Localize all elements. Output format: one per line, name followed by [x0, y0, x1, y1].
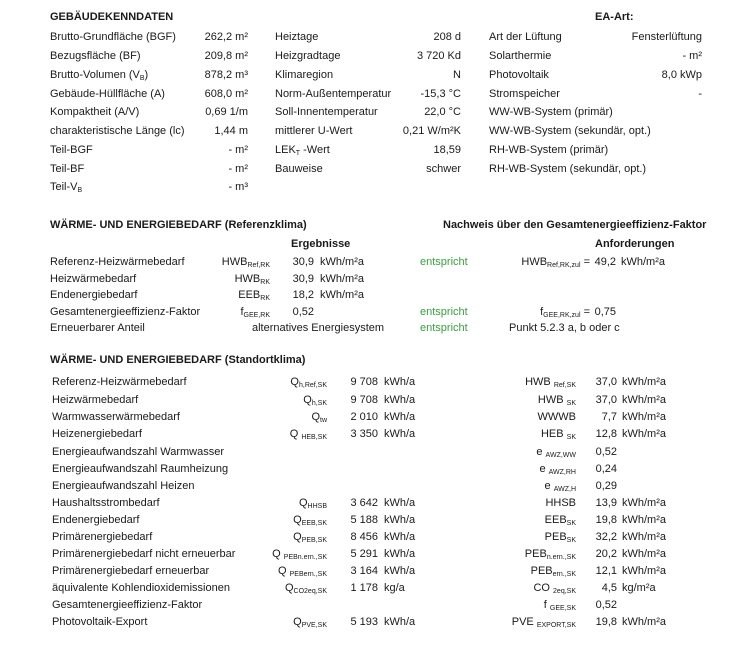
symbol: HHSB — [545, 497, 576, 509]
technik-label: WW-WB-System (sekundär, opt.) — [489, 125, 651, 137]
kenndaten-value: 608,0 m² — [204, 88, 248, 100]
referenz-row-unit: kWh/m²a — [320, 289, 364, 301]
symbol-subscript: HEB,SK — [301, 434, 327, 441]
specific-value: 0,29 — [595, 480, 617, 492]
ea-art-label: EA-Art: — [595, 11, 634, 23]
symbol-subscript: Ref,RK — [247, 262, 270, 269]
technik-label: Art der Lüftung — [489, 31, 562, 43]
specific-unit: kWh/m²a — [622, 514, 666, 526]
label-text: Soll-Innentemperatur — [275, 106, 378, 118]
symbol: HWB — [234, 273, 261, 285]
label-text: charakteristische Länge (lc) — [50, 125, 185, 137]
requirement-text: Punkt 5.2.3 a, b oder c — [509, 322, 620, 334]
standort-row-label: Energieaufwandszahl Heizen — [52, 480, 195, 492]
standort-row-label: Energieaufwandszahl Warmwasser — [52, 446, 224, 458]
klima-value: 22,0 °C — [424, 106, 461, 118]
symbol-subscript: h,SK — [311, 400, 327, 407]
symbol-subscript: RK — [260, 295, 270, 302]
standort-row-label: Haushaltsstrombedarf — [52, 497, 160, 509]
symbol: e — [544, 480, 554, 492]
symbol-subscript: h,Ref,SK — [298, 382, 327, 389]
standort-row-unit: kg/a — [384, 582, 405, 594]
specific-value: 0,52 — [595, 446, 617, 458]
symbol: Q — [272, 548, 284, 560]
status-entspricht: entspricht — [420, 322, 468, 334]
symbol: f — [240, 306, 244, 318]
referenz-row-value: 30,9 — [292, 256, 314, 268]
kenndaten-value: 262,2 m² — [204, 31, 248, 43]
specific-unit: kWh/m²a — [622, 376, 666, 388]
symbol: HWB — [521, 256, 548, 268]
symbol: Q — [303, 394, 312, 406]
klima-value: 3 720 Kd — [416, 50, 461, 62]
symbol-subscript: PEBern.,SK — [289, 571, 327, 578]
standort-row-value: 9 708 — [350, 394, 378, 406]
symbol-subscript: AWZ,H — [553, 486, 576, 493]
status-entspricht: entspricht — [420, 256, 468, 268]
symbol-subscript: GEE,RK — [243, 312, 270, 319]
symbol: PEB — [544, 531, 567, 543]
referenz-row-value: 30,9 — [292, 273, 314, 285]
technik-value: - — [698, 88, 702, 100]
symbol: PEB — [524, 548, 547, 560]
symbol-subscript: PEB,SK — [301, 537, 327, 544]
standort-row-unit: kWh/a — [384, 376, 416, 388]
label-text: Heiztage — [275, 31, 319, 43]
standort-row-label: Primärenergiebedarf — [52, 531, 153, 543]
standort-row-value: 5 193 — [350, 616, 378, 628]
standort-row-label: Heizenergiebedarf — [52, 428, 142, 440]
standort-row-unit: kWh/a — [384, 565, 416, 577]
label-text: Teil-V — [50, 181, 78, 193]
technik-label: WW-WB-System (primär) — [489, 106, 613, 118]
technik-value: - m² — [682, 50, 702, 62]
standort-row-value: 8 456 — [350, 531, 378, 543]
standort-row-label: Energieaufwandszahl Raumheizung — [52, 463, 229, 475]
kenndaten-value: 878,2 m³ — [204, 69, 248, 81]
label-text: Norm-Außentemperatur — [275, 88, 392, 100]
symbol-subscript: AWZ,WW — [545, 452, 576, 459]
label-text: Klimaregion — [275, 69, 334, 81]
standort-row-value: 5 291 — [350, 548, 378, 560]
kenndaten-value: - m³ — [228, 181, 248, 193]
section-title-referenzklima: WÄRME- UND ENERGIEBEDARF (Referenzklima) — [50, 219, 307, 231]
symbol: Q — [284, 582, 294, 594]
symbol-subscript: Ref,RK,zul — [547, 262, 581, 269]
symbol-subscript: EXPORT,SK — [536, 622, 576, 629]
kenndaten-value: 1,44 m — [214, 125, 248, 137]
standort-row-unit: kWh/a — [384, 548, 416, 560]
symbol: Q — [278, 565, 290, 577]
symbol: Q — [293, 514, 302, 526]
standort-row-unit: kWh/a — [384, 497, 416, 509]
standort-row-label: Primärenergiebedarf nicht erneuerbar — [52, 548, 236, 560]
symbol: Q — [293, 531, 302, 543]
symbol: Q — [293, 616, 302, 628]
standort-row-value: 1 178 — [350, 582, 378, 594]
referenz-row-value: 0,52 — [292, 306, 314, 318]
label-text: Brutto-Grundfläche (BGF) — [50, 31, 176, 43]
kenndaten-value: - m² — [228, 163, 248, 175]
specific-value: 13,9 — [595, 497, 617, 509]
label-text: mittlerer U-Wert — [275, 125, 353, 137]
klima-value: -15,3 °C — [420, 88, 461, 100]
symbol-subscript: SK — [566, 400, 576, 407]
standort-row-unit: kWh/a — [384, 411, 416, 423]
symbol: e — [539, 463, 549, 475]
symbol-subscript: tw — [320, 417, 327, 424]
symbol-subscript: SK — [566, 434, 576, 441]
ergebnisse-heading: Ergebnisse — [291, 238, 351, 250]
label-text: Gebäude-Hüllfläche (A) — [50, 88, 165, 100]
referenz-row-value: 18,2 — [292, 289, 314, 301]
kenndaten-value: 0,69 1/m — [205, 106, 248, 118]
standort-row-label: Heizwärmebedarf — [52, 394, 139, 406]
standort-row-label: Gesamtenergieeffizienz-Faktor — [52, 599, 203, 611]
section-title-standortklima: WÄRME- UND ENERGIEBEDARF (Standortklima) — [50, 354, 306, 366]
technik-label: Solarthermie — [489, 50, 552, 62]
specific-unit: kWh/m²a — [622, 497, 666, 509]
symbol: EEB — [238, 289, 261, 301]
anforderungen-heading: Anforderungen — [595, 238, 675, 250]
klima-value: 208 d — [433, 31, 461, 43]
standort-row-label: Warmwasserwärmebedarf — [52, 411, 180, 423]
technik-value: Fensterlüftung — [631, 31, 702, 43]
referenz-row-label: Erneuerbarer Anteil — [50, 322, 145, 334]
symbol-subscript: GEE,RK,zul — [543, 312, 581, 319]
standort-row-value: 3 642 — [350, 497, 378, 509]
symbol-subscript: AWZ,RH — [548, 469, 576, 476]
symbol: PVE — [511, 616, 537, 628]
specific-value: 20,2 — [595, 548, 617, 560]
label-text: Kompaktheit (A/V) — [50, 106, 140, 118]
specific-unit: kWh/m²a — [622, 616, 666, 628]
standort-row-unit: kWh/a — [384, 394, 416, 406]
requirement-unit: kWh/m²a — [621, 256, 665, 268]
symbol-subscript: PVE,SK — [301, 622, 327, 629]
symbol-subscript: n.ern.,SK — [546, 554, 576, 561]
standort-row-label: Referenz-Heizwärmebedarf — [52, 376, 187, 388]
specific-unit: kWh/m²a — [622, 565, 666, 577]
symbol: HEB — [540, 428, 567, 440]
specific-value: 0,52 — [595, 599, 617, 611]
klima-value: schwer — [426, 163, 461, 175]
standort-row-value: 3 164 — [350, 565, 378, 577]
referenz-row-unit: kWh/m²a — [320, 256, 364, 268]
specific-unit: kg/m²a — [622, 582, 656, 594]
standort-row-unit: kWh/a — [384, 514, 416, 526]
specific-value: 37,0 — [595, 376, 617, 388]
symbol-subscript: 2eq,SK — [553, 588, 576, 595]
standort-row-label: Endenergiebedarf — [52, 514, 140, 526]
specific-unit: kWh/m²a — [622, 411, 666, 423]
equals: = — [580, 306, 590, 318]
symbol-subscript: Ref,SK — [553, 382, 576, 389]
technik-value: 8,0 kWp — [661, 69, 702, 81]
specific-value: 37,0 — [595, 394, 617, 406]
label-text: Brutto-Volumen (V — [50, 69, 140, 81]
specific-value: 12,1 — [595, 565, 617, 577]
standort-row-label: Photovoltaik-Export — [52, 616, 148, 628]
specific-value: 0,24 — [595, 463, 617, 475]
label-end: -Wert — [300, 144, 330, 156]
label-subscript: B — [139, 75, 145, 82]
kenndaten-value: 209,8 m² — [204, 50, 248, 62]
label-text: Teil-BF — [50, 163, 85, 175]
symbol: WWWB — [537, 411, 576, 423]
symbol: HWB — [221, 256, 248, 268]
symbol-subscript: SK — [566, 537, 576, 544]
symbol-subscript: GEE,SK — [549, 605, 576, 612]
specific-value: 19,8 — [595, 616, 617, 628]
equals: = — [580, 256, 590, 268]
specific-unit: kWh/m²a — [622, 428, 666, 440]
klima-value: 18,59 — [433, 144, 461, 156]
referenz-row-unit: kWh/m²a — [320, 273, 364, 285]
symbol: HWB — [537, 394, 567, 406]
symbol: EEB — [544, 514, 567, 526]
symbol: PEB — [530, 565, 553, 577]
technik-label: Stromspeicher — [489, 88, 560, 100]
label-subscript: T — [295, 150, 301, 157]
technik-label: RH-WB-System (primär) — [489, 144, 609, 156]
label-end: ) — [144, 69, 149, 81]
symbol-subscript: CO2eq,SK — [293, 588, 327, 595]
standort-row-label: äquivalente Kohlendioxidemissionen — [52, 582, 230, 594]
referenz-row-label: Gesamtenergieeffizienz-Faktor — [50, 306, 201, 318]
specific-value: 19,8 — [595, 514, 617, 526]
specific-unit: kWh/m²a — [622, 531, 666, 543]
symbol-subscript: ern.,SK — [552, 571, 576, 578]
section-title-gebaeudekenndaten: GEBÄUDEKENNDATEN — [50, 11, 174, 23]
specific-value: 12,8 — [595, 428, 617, 440]
symbol: Q — [311, 411, 320, 423]
symbol: e — [536, 446, 546, 458]
symbol: HWB — [525, 376, 554, 388]
symbol-subscript: SK — [566, 520, 576, 527]
symbol-subscript: RK — [260, 279, 270, 286]
symbol: Q — [290, 376, 299, 388]
technik-label: Photovoltaik — [489, 69, 549, 81]
symbol: Q — [298, 497, 308, 509]
specific-value: 32,2 — [595, 531, 617, 543]
technik-label: RH-WB-System (sekundär, opt.) — [489, 163, 647, 175]
standort-row-value: 2 010 — [350, 411, 378, 423]
standort-row-label: Primärenergiebedarf erneuerbar — [52, 565, 210, 577]
standort-row-unit: kWh/a — [384, 531, 416, 543]
specific-value: 4,5 — [601, 582, 617, 594]
symbol-subscript: HHSB — [307, 503, 327, 510]
referenz-row-label: Referenz-Heizwärmebedarf — [50, 256, 185, 268]
klima-value: N — [453, 69, 461, 81]
standort-row-value: 5 188 — [350, 514, 378, 526]
standort-row-value: 3 350 — [350, 428, 378, 440]
kenndaten-value: - m² — [228, 144, 248, 156]
specific-unit: kWh/m²a — [622, 394, 666, 406]
label-text: Heizgradtage — [275, 50, 341, 62]
label-subscript: B — [77, 187, 83, 194]
standort-row-unit: kWh/a — [384, 428, 416, 440]
label-text: Bezugsfläche (BF) — [50, 50, 141, 62]
requirement-value: 0,75 — [594, 306, 616, 318]
nachweis-heading: Nachweis über den Gesamtenergieeffizienz-Faktor — [443, 219, 707, 231]
referenz-row-text: alternatives Energiesystem — [252, 322, 385, 334]
standort-row-value: 9 708 — [350, 376, 378, 388]
specific-value: 7,7 — [601, 411, 617, 423]
symbol: Q — [289, 428, 302, 440]
klima-value: 0,21 W/m²K — [402, 125, 461, 137]
label-text: Teil-BGF — [50, 144, 93, 156]
symbol: f — [543, 599, 550, 611]
label-text: Bauweise — [275, 163, 323, 175]
referenz-row-label: Endenergiebedarf — [50, 289, 138, 301]
symbol-subscript: EEB,SK — [301, 520, 327, 527]
symbol: f — [540, 306, 544, 318]
status-entspricht: entspricht — [420, 306, 468, 318]
referenz-row-label: Heizwärmebedarf — [50, 273, 137, 285]
symbol: CO — [533, 582, 554, 594]
label-text: LEK — [275, 144, 296, 156]
specific-unit: kWh/m²a — [622, 548, 666, 560]
requirement-value: 49,2 — [594, 256, 616, 268]
standort-row-unit: kWh/a — [384, 616, 416, 628]
symbol-subscript: PEBn.ern.,SK — [283, 554, 327, 561]
